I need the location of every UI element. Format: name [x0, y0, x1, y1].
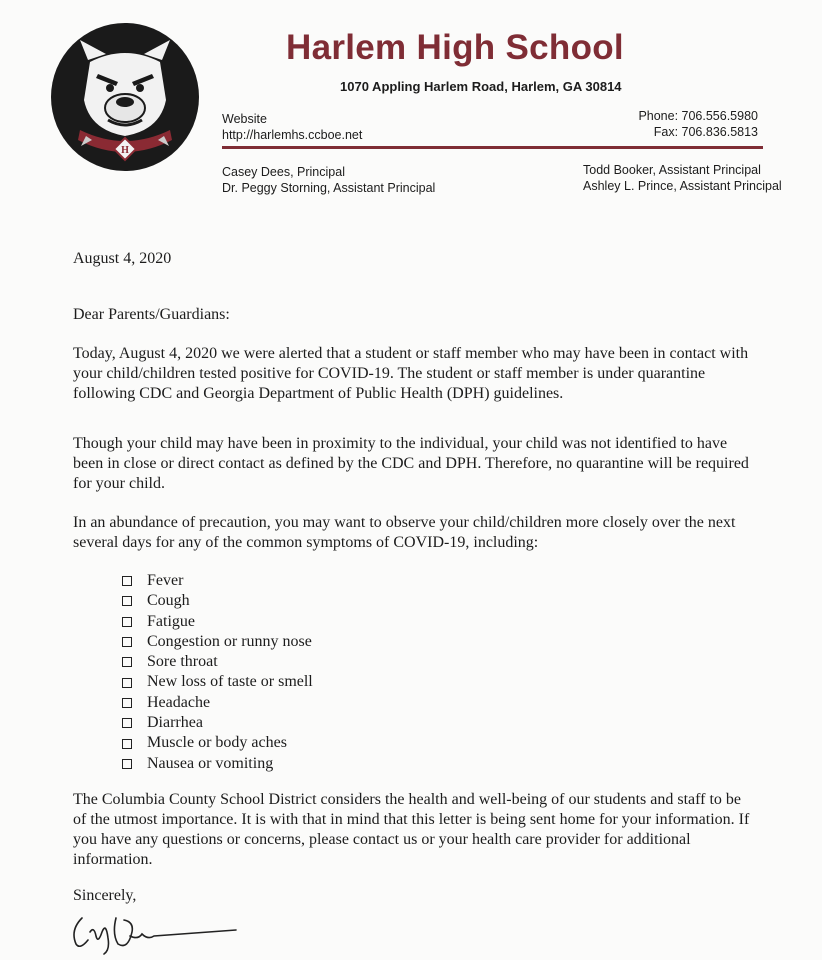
- salutation: Dear Parents/Guardians:: [73, 306, 230, 323]
- website-url[interactable]: http://harlemhs.ccboe.net: [222, 128, 363, 142]
- checkbox-icon: [122, 617, 132, 627]
- symptom-label: Diarrhea: [147, 714, 203, 732]
- school-name: Harlem High School: [286, 28, 624, 67]
- symptom-label: Headache: [147, 693, 211, 711]
- symptom-checklist: [122, 571, 313, 774]
- list-item: [122, 612, 313, 632]
- closing: Sincerely,: [73, 887, 137, 904]
- administrators-right: [583, 162, 782, 194]
- list-item: [122, 571, 313, 591]
- signature-icon: [68, 910, 238, 955]
- letter-date: August 4, 2020: [73, 250, 172, 267]
- symptom-label: Congestion or runny nose: [147, 632, 312, 650]
- symptom-label: Nausea or vomiting: [147, 754, 274, 772]
- list-item: [122, 733, 313, 753]
- paragraph-no-quarantine: Though your child may have been in proximity to the individual, your child was not identified to have been in close or direct contact as defined by the CDC and DPH. Therefore, no quarantine will be required for your child.: [73, 435, 749, 492]
- list-item: [122, 713, 313, 733]
- bulldog-logo-icon: [50, 22, 200, 172]
- list-item: [122, 632, 313, 652]
- paragraph-district-statement: The Columbia County School District considers the health and well-being of our students and staff to be of the utmost importance. It is with that in mind that this letter is being sent home for your information. If you have any questions or concerns, please contact us or your health care provider for additional information.: [73, 791, 750, 868]
- admin-name: Todd Booker, Assistant Principal: [583, 163, 761, 177]
- list-item: [122, 672, 313, 692]
- website-label: Website: [222, 112, 267, 126]
- checkbox-icon: [122, 678, 132, 688]
- checkbox-icon: [122, 759, 132, 769]
- symptom-label: Fatigue: [147, 612, 195, 630]
- checkbox-icon: [122, 698, 132, 708]
- list-item: [122, 754, 313, 774]
- paragraph-precaution: In an abundance of precaution, you may want to observe your child/children more closely over the next several days for any of the common symptoms of COVID-19, including:: [73, 514, 736, 551]
- admin-name: Casey Dees, Principal: [222, 165, 345, 179]
- list-item: [122, 652, 313, 672]
- list-item: [122, 693, 313, 713]
- symptom-label: Fever: [147, 572, 184, 589]
- contact-block: [638, 108, 758, 140]
- checkbox-icon: [122, 657, 132, 667]
- symptom-label: New loss of taste or smell: [147, 673, 313, 691]
- admin-name: Ashley L. Prince, Assistant Principal: [583, 179, 782, 193]
- fax-number: Fax: 706.836.5813: [653, 125, 758, 139]
- checkbox-icon: [122, 637, 132, 647]
- header-divider: [222, 146, 763, 149]
- website-block: [222, 111, 362, 143]
- checkbox-icon: [122, 596, 132, 606]
- school-address: 1070 Appling Harlem Road, Harlem, GA 30814: [340, 79, 622, 94]
- checkbox-icon: [122, 718, 132, 728]
- checkbox-icon: [122, 739, 132, 749]
- administrators-left: [222, 164, 435, 196]
- checkbox-icon: [122, 576, 132, 586]
- symptom-label: Sore throat: [147, 653, 218, 671]
- admin-name: Dr. Peggy Storning, Assistant Principal: [222, 181, 436, 195]
- phone-number: Phone: 706.556.5980: [638, 109, 758, 123]
- svg-text:H: H: [121, 145, 129, 156]
- paragraph-notification: Today, August 4, 2020 we were alerted that a student or staff member who may have been in contact with your child/children tested positive for COVID-19. The student or staff member is under quarantine following CDC and Georgia Department of Public Health (DPH) guidelines.: [73, 345, 749, 402]
- symptom-label: Muscle or body aches: [147, 734, 287, 752]
- symptom-label: Cough: [147, 592, 190, 610]
- list-item: [122, 591, 313, 611]
